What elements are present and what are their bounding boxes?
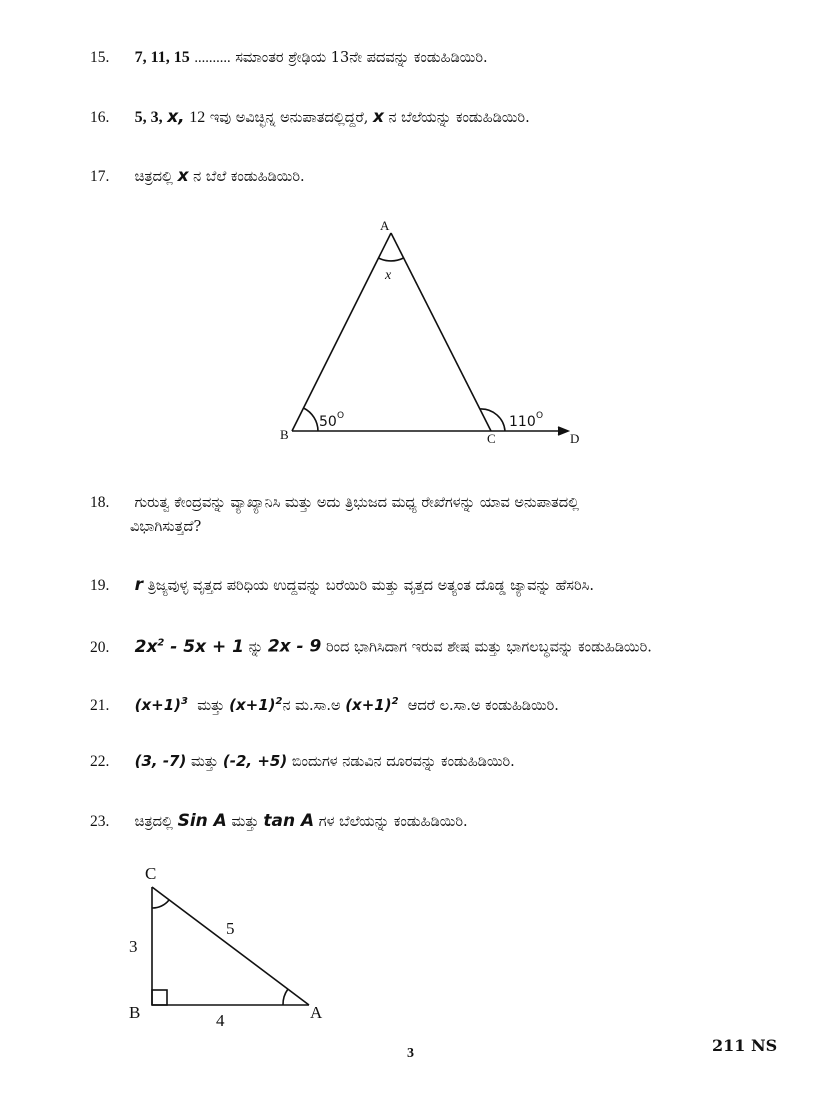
page-number: 3 bbox=[407, 1046, 414, 1061]
sequence-values: 5, 3, bbox=[134, 109, 163, 126]
vertex-label-c: C bbox=[487, 431, 496, 446]
question-number: 19. bbox=[90, 577, 110, 594]
side-length-5: 5 bbox=[226, 919, 235, 938]
arrow-head bbox=[558, 427, 568, 435]
degree-mark: O bbox=[536, 411, 544, 421]
question-number: 21. bbox=[90, 697, 110, 714]
question-text-end: ನ ಬೆಲೆಯನ್ನು ಕಂಡುಹಿಡಿಯಿರಿ. bbox=[388, 110, 530, 126]
variable-x: x bbox=[177, 166, 189, 186]
point-2: (-2, +5) bbox=[222, 752, 288, 770]
question-text: ಚಿತ್ರದಲ್ಲಿ bbox=[134, 814, 173, 830]
angle-arc-b bbox=[304, 408, 319, 431]
variable-x: x bbox=[372, 107, 384, 127]
angle-label-50: 50 bbox=[319, 414, 337, 430]
question-text-end: ಗಳ ಬೆಲೆಯನ್ನು ಕಂಡುಹಿಡಿಯಿರಿ. bbox=[318, 814, 468, 830]
angle-label-110: 110 bbox=[509, 414, 536, 430]
question-21 bbox=[90, 690, 559, 718]
conjunction: ಮತ್ತು bbox=[197, 698, 225, 714]
question-text: ಚಿತ್ರದಲ್ಲಿ bbox=[134, 169, 173, 185]
side-length-3: 3 bbox=[129, 937, 138, 956]
paper-code: 211 NS bbox=[712, 1036, 778, 1055]
vertex-label-a: A bbox=[310, 1003, 323, 1022]
angle-arc-c bbox=[152, 900, 169, 908]
question-number: 22. bbox=[90, 753, 110, 770]
sequence-terms: 7, 11, 15 bbox=[134, 49, 190, 66]
question-text: ತ್ರಿಜ್ಯವುಳ್ಳ ವೃತ್ತದ ಪರಿಧಿಯ ಉದ್ದವನ್ನು ಬರೆಯಿರಿ ಮತ್ತು ವೃತ್ತದ ಅತ್ಯಂತ ದೊಡ್ಡ ಜ್ಯಾವನ್ನು ಹೆಸರಿಸಿ. bbox=[147, 578, 594, 594]
vertex-label-c: C bbox=[145, 864, 157, 883]
vertex-label-a: A bbox=[380, 218, 390, 233]
side-ca bbox=[152, 887, 309, 1005]
conjunction: ಮತ್ತು bbox=[190, 754, 219, 770]
angle-arc-a bbox=[379, 258, 404, 261]
question-23 bbox=[90, 809, 468, 834]
angle-arc-ext bbox=[480, 409, 505, 431]
expression-1: $(x+1)^3$ bbox=[134, 696, 188, 714]
question-18 bbox=[90, 491, 579, 515]
degree-mark: O bbox=[337, 411, 345, 421]
dots: .......... bbox=[194, 50, 231, 66]
side-length-4: 4 bbox=[216, 1011, 225, 1030]
question-18-line2 bbox=[130, 515, 201, 539]
question-text: ನ ಮ.ಸಾ.ಅ bbox=[282, 698, 341, 714]
angle-arc-a bbox=[283, 989, 288, 1005]
variable-x: x, bbox=[167, 107, 185, 127]
side-ab bbox=[292, 233, 391, 431]
conjunction: ಮತ್ತು bbox=[231, 814, 259, 830]
question-text-end: ರಿಂದ ಭಾಗಿಸಿದಾಗ ಇರುವ ಶೇಷ ಮತ್ತು ಭಾಗಲಬ್ಧವನ್ನು ಕಂಡುಹಿಡಿಯಿರಿ. bbox=[325, 639, 652, 656]
question-number: 15. bbox=[90, 49, 110, 66]
question-number: 17. bbox=[90, 168, 110, 185]
variable-r: r bbox=[134, 575, 143, 595]
question-text: ಬಿಂದುಗಳ ನಡುವಿನ ದೂರವನ್ನು ಕಂಡುಹಿಡಿಯಿರಿ. bbox=[291, 754, 515, 770]
side-ac bbox=[391, 233, 491, 431]
question-number: 18. bbox=[90, 494, 110, 511]
tan-a: tan A bbox=[263, 811, 315, 831]
polynomial-dividend: $2x^2 - 5x + 1$ bbox=[134, 636, 244, 657]
question-text: ಸಮಾಂತರ ಶ್ರೇಢಿಯ 13ನೇ ಪದವನ್ನು ಕಂಡುಹಿಡಿಯಿರಿ. bbox=[235, 50, 488, 66]
point-1: (3, -7) bbox=[134, 752, 187, 770]
question-text: ಇವು ಅವಿಚ್ಛಿನ್ನ ಅನುಪಾತದಲ್ಲಿದ್ದರೆ, bbox=[209, 110, 369, 126]
polynomial-divisor: 2x - 9 bbox=[267, 636, 322, 657]
angle-label-x: x bbox=[385, 268, 392, 283]
figure-right-triangle bbox=[152, 887, 309, 1005]
question-number: 23. bbox=[90, 813, 110, 830]
question-text-line1: ಗುರುತ್ವ ಕೇಂದ್ರವನ್ನು ವ್ಯಾಖ್ಯಾನಿಸಿ ಮತ್ತು ಅದು ತ್ರಿಭುಜದ ಮಧ್ಯ ರೇಖೆಗಳನ್ನು ಯಾವ ಅನುಪಾತದಲ್ಲಿ bbox=[134, 495, 580, 511]
question-22 bbox=[90, 749, 515, 774]
point-label-d: D bbox=[570, 431, 580, 446]
question-text-end: ಆದರೆ ಲ.ಸಾ.ಅ ಕಂಡುಹಿಡಿಯಿರಿ. bbox=[407, 698, 559, 714]
right-angle-mark bbox=[152, 990, 167, 1005]
question-number: 20. bbox=[90, 638, 110, 656]
question-text-end: ನ ಬೆಲೆ ಕಂಡುಹಿಡಿಯಿರಿ. bbox=[193, 169, 305, 185]
sin-a: Sin A bbox=[177, 811, 227, 831]
question-number: 16. bbox=[90, 109, 110, 126]
vertex-label-b: B bbox=[129, 1003, 141, 1022]
vertex-label-b: B bbox=[280, 427, 289, 442]
question-19 bbox=[90, 573, 594, 598]
expression-3: $(x+1)^2$ bbox=[345, 696, 399, 714]
question-20 bbox=[90, 631, 652, 660]
question-text-line2: ವಿಭಾಗಿಸುತ್ತದೆ? bbox=[130, 519, 202, 535]
expression-2: $(x+1)^2$ bbox=[229, 696, 283, 714]
question-text: ನ್ನು bbox=[248, 639, 264, 656]
value-12: 12 bbox=[189, 109, 206, 126]
